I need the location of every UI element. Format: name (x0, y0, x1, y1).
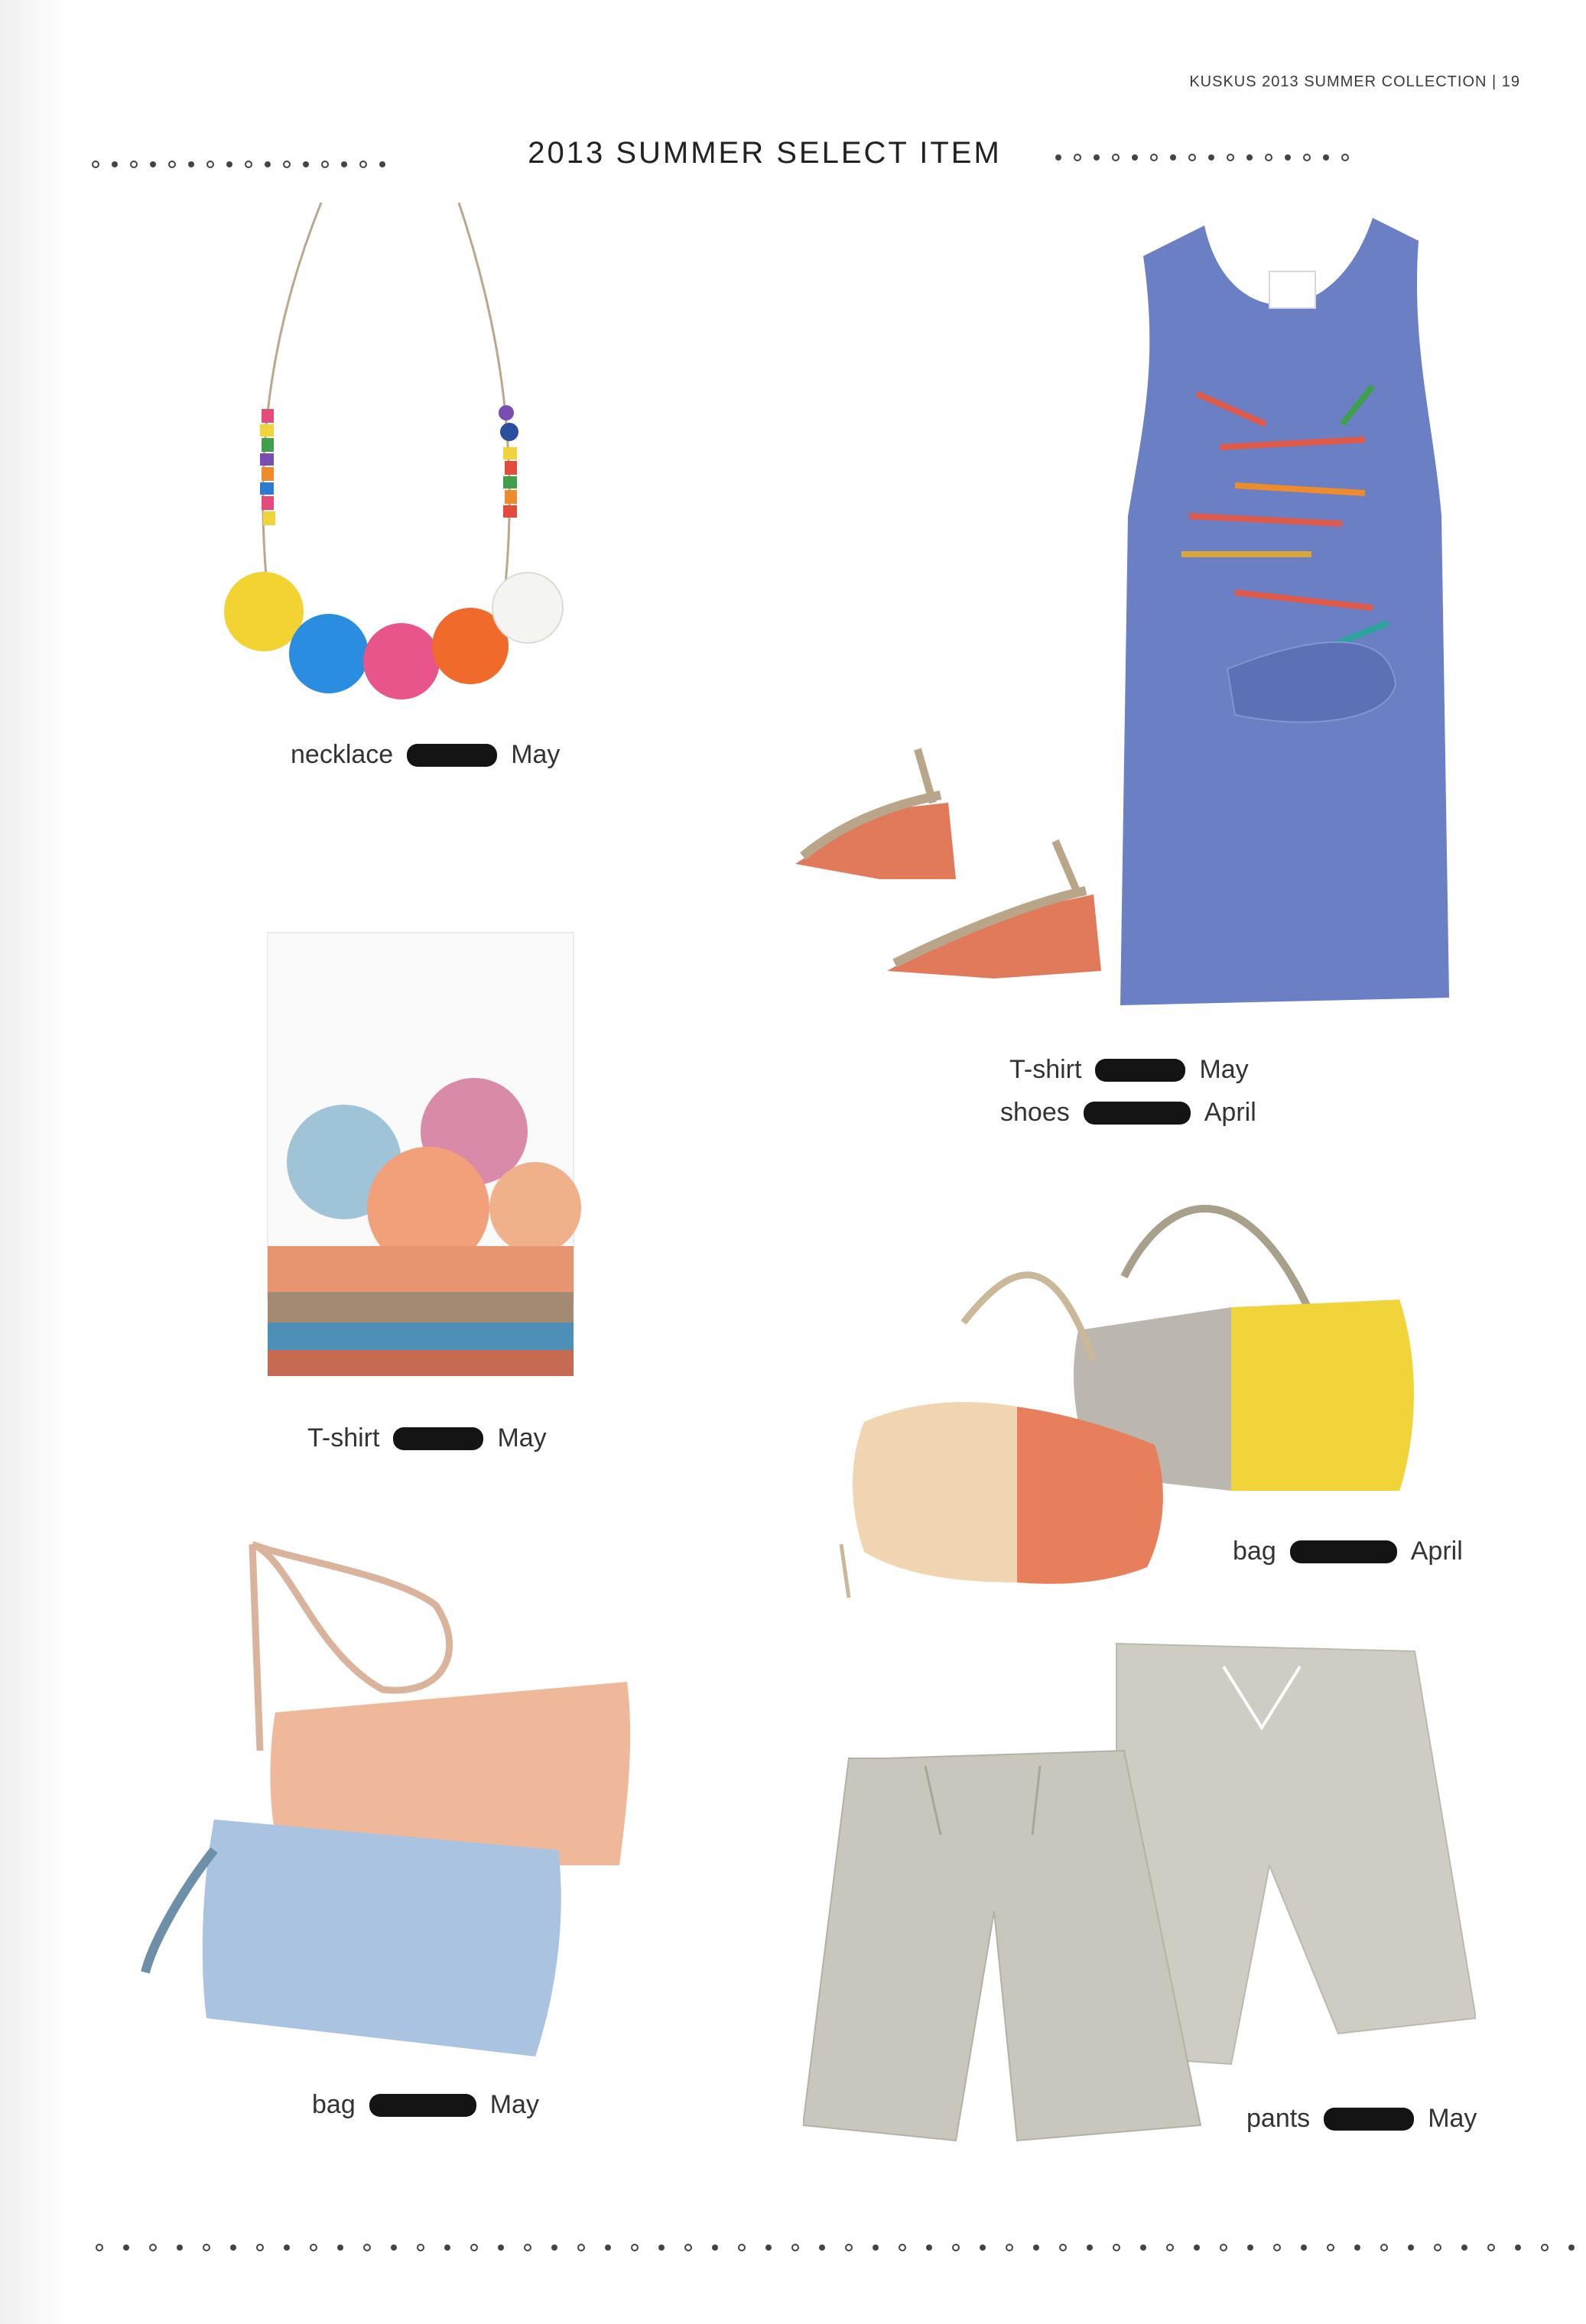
tank-dress-image (1113, 195, 1449, 1013)
item-month: April (1410, 1537, 1463, 1566)
caption-shoes (1000, 1098, 1256, 1128)
caption-bag-clutch (312, 2090, 539, 2120)
redacted-price (1095, 1059, 1185, 1082)
wedge-sandals-image (788, 719, 1116, 994)
section-title: 2013 SUMMER SELECT ITEM (528, 136, 1002, 170)
floral-tshirts-image (260, 917, 581, 1376)
necklace-image (206, 195, 574, 699)
item-name: bag (312, 2090, 356, 2119)
item-name: T-shirt (1009, 1055, 1082, 1084)
item-month: May (497, 1423, 547, 1452)
footer-dots (96, 2244, 1586, 2251)
clutch-bags-image (138, 1529, 642, 2079)
item-month: April (1204, 1098, 1256, 1127)
redacted-price (1084, 1102, 1191, 1125)
caption-necklace (291, 740, 560, 770)
item-name: shoes (1000, 1098, 1070, 1127)
redacted-price (1324, 2108, 1414, 2131)
page-edge-shadow (0, 0, 69, 2324)
redacted-price (1290, 1540, 1397, 1563)
title-dots-right (1055, 154, 1349, 161)
item-name: necklace (291, 740, 394, 769)
shorts-pants-image (803, 1636, 1476, 2156)
caption-bag-colorblock (1233, 1537, 1463, 1566)
item-name: T-shirt (307, 1423, 380, 1452)
redacted-price (407, 744, 497, 767)
item-month: May (489, 2090, 539, 2119)
redacted-price (393, 1427, 483, 1450)
item-month: May (511, 740, 561, 769)
item-name: pants (1246, 2104, 1311, 2133)
running-header: KUSKUS 2013 SUMMER COLLECTION | 19 (1189, 73, 1520, 90)
item-month: May (1199, 1055, 1249, 1084)
caption-pants (1246, 2104, 1477, 2134)
caption-tshirt-floral (307, 1423, 547, 1453)
item-name: bag (1233, 1537, 1276, 1566)
redacted-price (369, 2094, 476, 2117)
item-month: May (1428, 2104, 1477, 2133)
caption-tshirt-dress (1009, 1055, 1249, 1085)
